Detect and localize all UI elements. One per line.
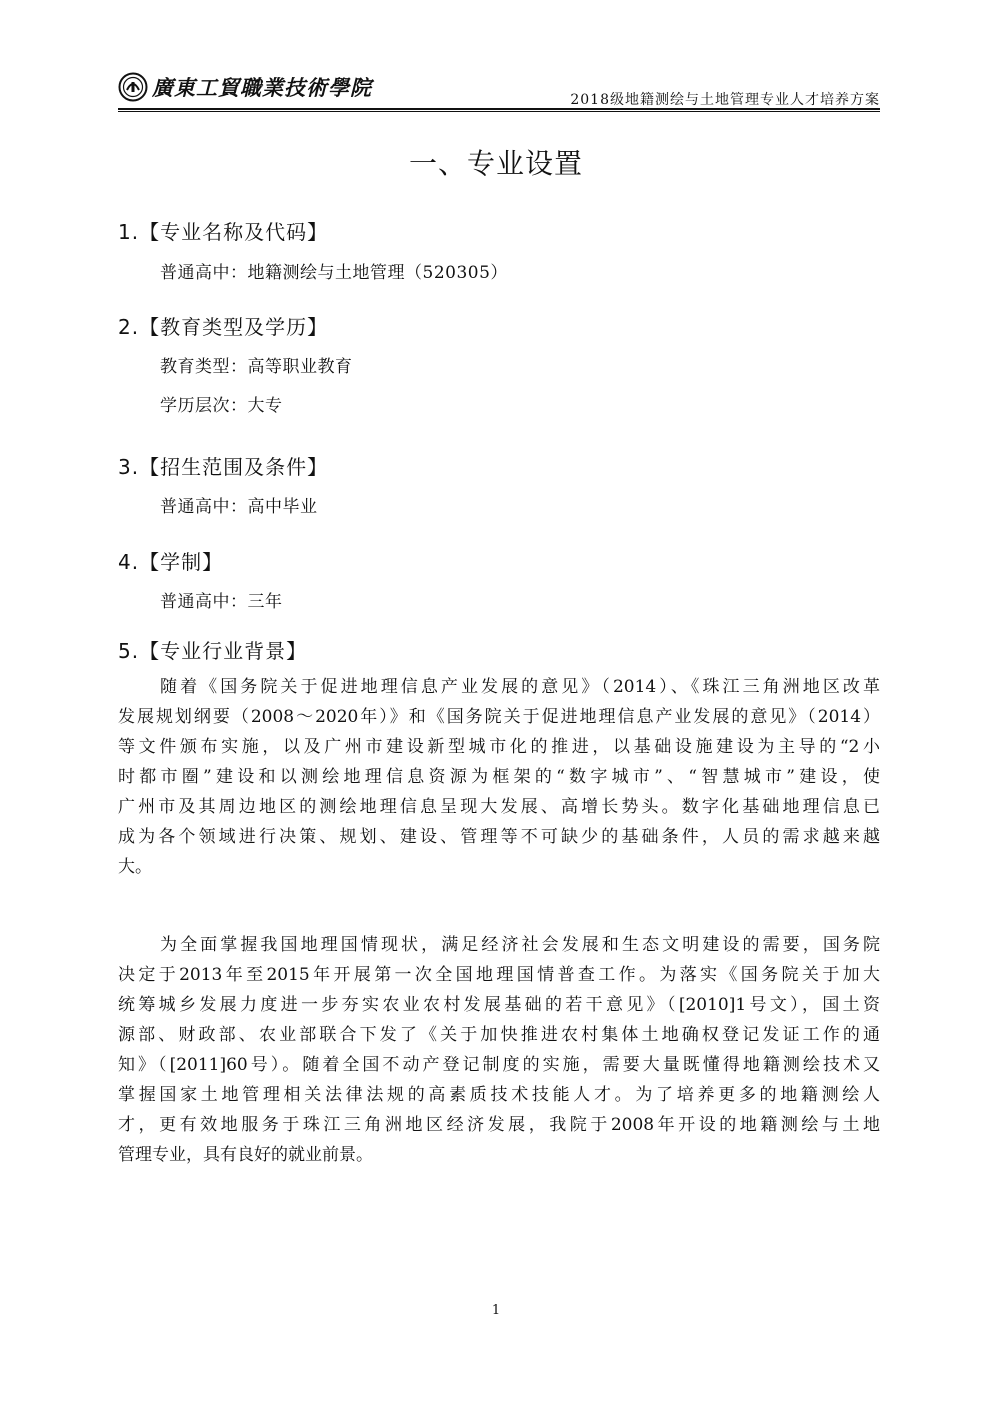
section-heading-education-type: 2.【教育类型及学历】 [118, 315, 329, 339]
paragraph-line: 成为各个领域进行决策、规划、建设、管理等不可缺少的基础条件，人员的需求越来越 [118, 827, 880, 847]
section-heading-major-name: 1.【专业名称及代码】 [118, 220, 329, 244]
paragraph-line: 随着《国务院关于促进地理信息产业发展的意见》（2014）、《珠江三角洲地区改革 [160, 677, 880, 697]
paragraph-line: 时都市圈”建设和以测绘地理信息资源为框架的“数字城市”、“智慧城市”建设，使 [118, 767, 880, 787]
section-line: 普通高中：高中毕业 [160, 497, 318, 517]
paragraph-line: 大。 [118, 857, 152, 877]
paragraph-line: 管理专业，具有良好的就业前景。 [118, 1145, 373, 1165]
paragraph-line: 才，更有效地服务于珠江三角洲地区经济发展，我院于2008年开设的地籍测绘与土地 [118, 1115, 880, 1135]
paragraph-background-2 [118, 930, 880, 1170]
paragraph-line: 广州市及其周边地区的测绘地理信息呈现大发展、高增长势头。数字化基础地理信息已 [118, 797, 880, 817]
section-heading-duration: 4.【学制】 [118, 550, 224, 574]
paragraph-line: 源部、财政部、农业部联合下发了《关于加快推进农村集体土地确权登记发证工作的通 [118, 1025, 880, 1045]
document-title: 2018级地籍测绘与土地管理专业人才培养方案 [570, 92, 880, 108]
section-heading-enrollment: 3.【招生范围及条件】 [118, 455, 329, 479]
paragraph-line: 统筹城乡发展力度进一步夯实农业农村发展基础的若干意见》（[2010]1号文），国土资 [118, 995, 880, 1015]
section-line: 普通高中：地籍测绘与土地管理（520305） [160, 263, 508, 283]
paragraph-line: 为全面掌握我国地理国情现状，满足经济社会发展和生态文明建设的需要，国务院 [160, 935, 880, 955]
paragraph-line: 决定于2013年至2015年开展第一次全国地理国情普查工作。为落实《国务院关于加大 [118, 965, 880, 985]
section-heading-industry-background: 5.【专业行业背景】 [118, 639, 308, 663]
section-line: 学历层次：大专 [160, 396, 283, 416]
school-name-logo: 廣東工貿職業技術學院 [152, 75, 372, 100]
paragraph-line: 知》（[2011]60号）。随着全国不动产登记制度的实施，需要大量既懂得地籍测绘技术又 [118, 1055, 880, 1075]
paragraph-line: 掌握国家土地管理相关法律法规的高素质技术技能人才。为了培养更多的地籍测绘人 [118, 1085, 880, 1105]
paragraph-background-1 [118, 672, 880, 882]
section-line: 教育类型：高等职业教育 [160, 357, 353, 377]
paragraph-line: 发展规划纲要（2008～2020年）》和《国务院关于促进地理信息产业发展的意见》（2014） [118, 707, 880, 727]
school-emblem-icon [118, 72, 148, 102]
paragraph-line: 等文件颁布实施，以及广州市建设新型城市化的推进，以基础设施建设为主导的“2小 [118, 737, 880, 757]
school-logo [118, 72, 372, 102]
page-title: 一、专业设置 [408, 147, 583, 180]
section-line: 普通高中：三年 [160, 592, 283, 612]
page-number: 1 [491, 1303, 501, 1318]
header-divider [118, 108, 880, 112]
page-header [118, 70, 880, 112]
